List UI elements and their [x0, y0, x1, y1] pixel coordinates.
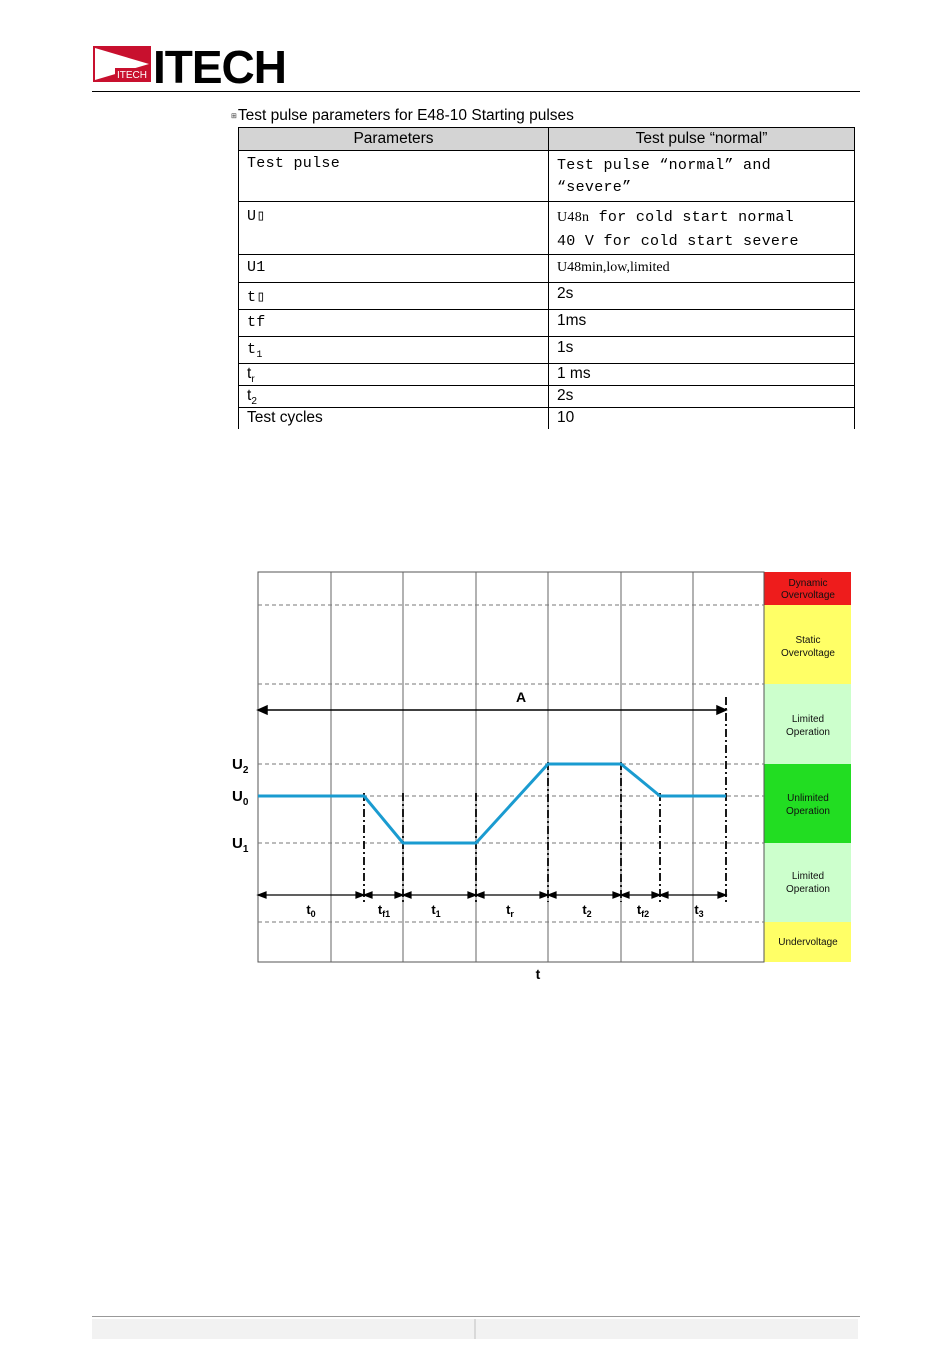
value-cell: 2s	[549, 283, 855, 310]
value-symbol: U48n	[557, 210, 590, 225]
col-header-test-pulse-normal: Test pulse “normal”	[549, 128, 855, 151]
value-line: 40 V for cold start severe	[557, 233, 799, 250]
zone-label: Limited	[791, 871, 825, 882]
zone-label: Unlimited	[787, 793, 829, 804]
zone-label: Static	[795, 635, 821, 646]
col-header-parameters: Parameters	[239, 128, 549, 151]
interval-label-t2: $t_2$	[582, 902, 592, 919]
param-cell: t▯	[239, 283, 549, 310]
value-cell: 10	[549, 408, 855, 429]
horizontal-grid	[258, 605, 764, 922]
param-base: t	[247, 365, 252, 382]
span-label-a: A	[515, 689, 527, 705]
value-cell: 1s	[549, 337, 855, 364]
interval-arrows	[258, 892, 726, 898]
zone-label: Overvoltage	[781, 648, 835, 659]
table-title: ⊞Test pulse parameters for E48-10 Starting pulses	[231, 107, 574, 124]
value-cell	[549, 202, 855, 255]
y-label-u1: $U_1$	[232, 835, 249, 855]
zone-label: Operation	[786, 806, 830, 817]
zone-label: Operation	[786, 727, 830, 738]
table-row	[239, 202, 855, 255]
interval-label-tf1: $t_{f1}$	[377, 902, 391, 919]
table-row	[239, 364, 855, 386]
value-text: for cold start normal	[589, 209, 794, 226]
value-cell: 1 ms	[549, 364, 855, 386]
y-label-u0: $U_0$	[232, 788, 249, 808]
value-line: Test pulse “normal” and	[557, 157, 771, 174]
value-line: “severe”	[557, 179, 632, 196]
table-row	[239, 408, 855, 429]
table-row	[239, 310, 855, 337]
interval-label-tr: $t_r$	[506, 902, 514, 919]
value-cell	[549, 151, 855, 202]
interval-label-tf2: $t_{f2}$	[636, 902, 650, 919]
param-cell: Test cycles	[239, 408, 549, 429]
param-cell: Test pulse	[239, 151, 549, 202]
param-base: t	[247, 387, 252, 405]
zone-label: Operation	[786, 884, 830, 895]
footer-rule	[92, 1316, 860, 1317]
param-cell	[239, 337, 549, 364]
span-arrow-a	[258, 706, 726, 714]
zone-label: Overvoltage	[781, 590, 835, 601]
param-cell: U▯	[239, 202, 549, 255]
footer-divider	[474, 1319, 476, 1339]
value-cell: 2s	[549, 386, 855, 408]
parameters-table	[238, 127, 855, 429]
zone-limited-operation-lower	[764, 843, 851, 922]
table-row	[239, 255, 855, 283]
value-cell: U48min,low,limited	[549, 255, 855, 283]
zone-label: Dynamic	[788, 578, 828, 589]
header-rule	[92, 91, 860, 92]
param-sub: r	[251, 374, 255, 386]
param-sub: 2	[251, 396, 257, 408]
time-markers	[364, 697, 726, 902]
table-title-text: Test pulse parameters for E48-10 Starting pulses	[237, 107, 574, 124]
y-label-u2: $U_2$	[232, 756, 249, 776]
pulse-diagram	[225, 565, 865, 990]
voltage-trace	[258, 764, 726, 843]
itech-logo	[93, 44, 313, 86]
param-base: t	[247, 341, 257, 358]
value-line	[557, 206, 846, 230]
zone-label: Limited	[791, 714, 825, 725]
table-row	[239, 386, 855, 408]
param-cell	[239, 364, 549, 386]
logo-brand-text: ITECH	[153, 44, 286, 86]
interval-label-t0: $t_0$	[306, 902, 316, 919]
param-cell: U1	[239, 255, 549, 283]
table-row	[239, 151, 855, 202]
value-cell: 1ms	[549, 310, 855, 337]
param-cell	[239, 386, 549, 408]
x-axis-label: t	[535, 966, 541, 982]
param-cell: tf	[239, 310, 549, 337]
plot-frame	[258, 572, 764, 962]
interval-label-t1: $t_1$	[431, 902, 441, 919]
table-row	[239, 283, 855, 310]
table-header-row	[239, 128, 855, 151]
table-row	[239, 337, 855, 364]
param-sub: 1	[256, 350, 263, 361]
interval-label-t3: $t_3$	[694, 902, 704, 919]
logo-mark-text: ITECH	[117, 70, 147, 81]
zone-label: Undervoltage	[778, 937, 838, 948]
zone-column	[764, 572, 851, 962]
